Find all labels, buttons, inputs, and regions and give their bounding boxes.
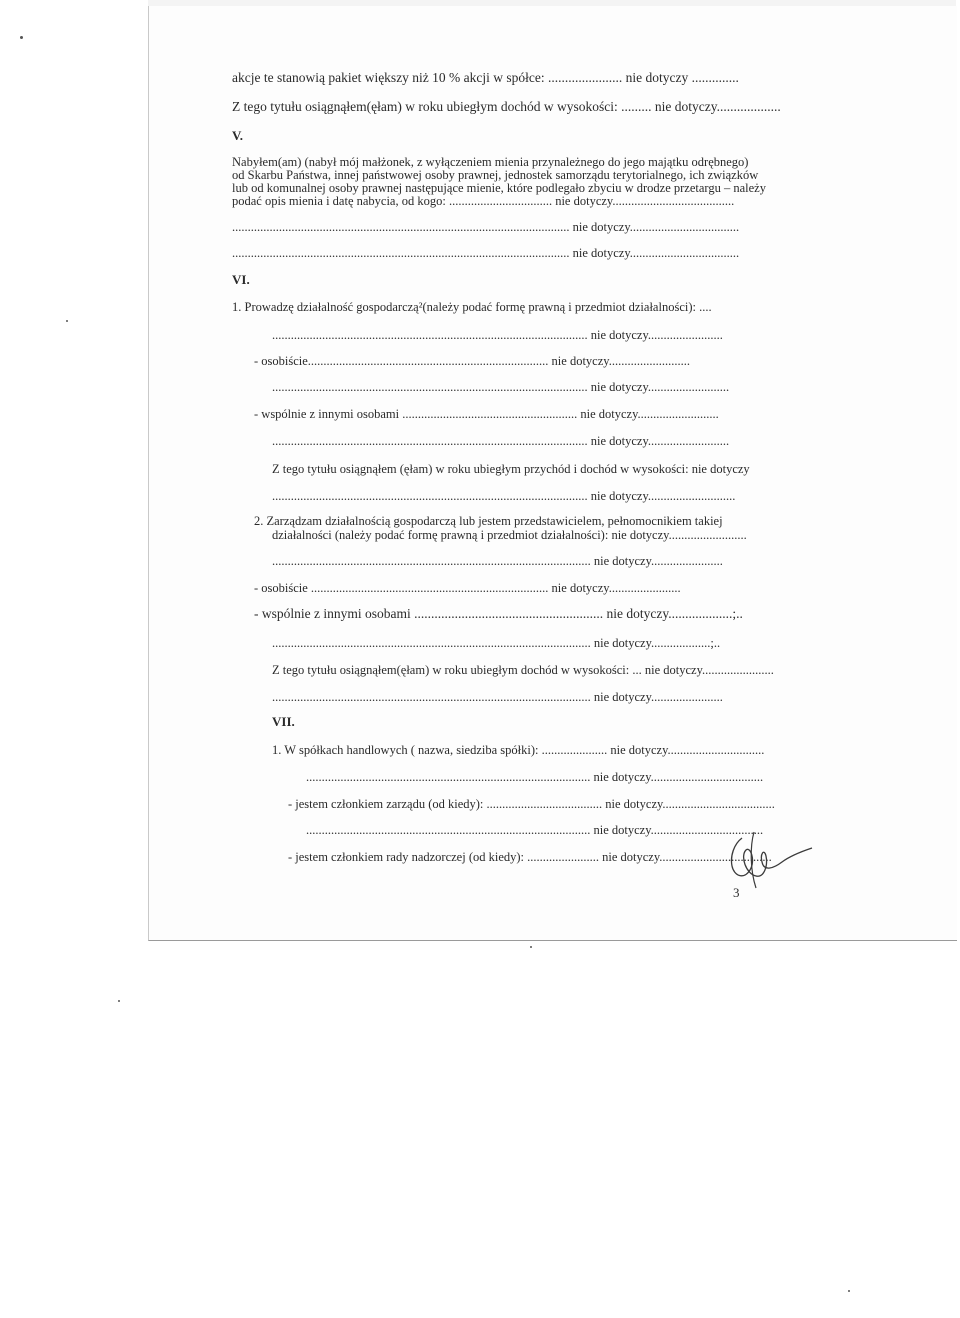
scan-speck xyxy=(20,36,23,39)
personally-detail: ..................................................................................................... nie dotyczy.......................... xyxy=(272,380,730,394)
jointly-line: - wspólnie z innymi osobami ........................................................ nie dotyczy.......................... xyxy=(254,407,719,421)
section-v-line-6: ............................................................................................................ nie dotyczy................................... xyxy=(232,246,740,260)
management-detail: ...................................................................................................... nie dotyczy....................... xyxy=(272,554,723,568)
income-line: Z tego tytułu osiągnąłem(ęłam) w roku ubiegłym dochód w wysokości: ......... nie dotyczy................... xyxy=(232,99,781,114)
section-vii-heading: VII. xyxy=(272,714,295,729)
board-member-detail: ........................................................................................... nie dotyczy.................................... xyxy=(306,823,764,837)
board-member-line: - jestem członkiem zarządu (od kiedy): ..................................... nie dotyczy.................................... xyxy=(288,797,775,811)
personally-line: - osobiście............................................................................. nie dotyczy.......................... xyxy=(254,354,690,368)
management-line-2: działalności (należy podać formę prawną i przedmiot działalności): nie dotyczy......................... xyxy=(272,528,747,542)
section-v-line-5: ............................................................................................................ nie dotyczy................................... xyxy=(232,220,740,234)
management-jointly-line: - wspólnie z innymi osobami ........................................................ nie dotyczy...................;.. xyxy=(254,606,743,621)
scan-speck xyxy=(66,320,68,322)
revenue-income-line: Z tego tytułu osiągnąłem (ęłam) w roku ubiegłym przychód i dochód w wysokości: nie dotyczy xyxy=(272,462,750,476)
management-income-detail: ...................................................................................................... nie dotyczy....................... xyxy=(272,690,723,704)
section-vi-heading: VI. xyxy=(232,272,250,287)
section-v-text-1: Nabyłem(am) (nabył mój małżonek, z wyłączeniem mienia przynależnego do jego majątku odrębnego) xyxy=(232,155,749,169)
section-v-text-2: od Skarbu Państwa, innej państwowej osoby prawnej, jednostek samorządu terytorialnego, ich związków xyxy=(232,168,759,182)
signature-mark xyxy=(716,826,816,894)
management-jointly-detail: ...................................................................................................... nie dotyczy...................;.. xyxy=(272,636,721,650)
companies-line: 1. W spółkach handlowych ( nazwa, siedziba spółki): ..................... nie dotyczy............................... xyxy=(272,743,765,757)
scan-speck xyxy=(118,1000,120,1002)
management-income-line: Z tego tytułu osiągnąłem(ęłam) w roku ubiegłym dochód w wysokości: ... nie dotyczy....................... xyxy=(272,663,774,677)
business-activity-detail: ..................................................................................................... nie dotyczy........................ xyxy=(272,328,723,342)
management-line: 2. Zarządzam działalnością gospodarczą lub jestem przedstawicielem, pełnomocnikiem takiej xyxy=(254,514,723,528)
business-activity-line: 1. Prowadzę działalność gospodarczą²(należy podać formę prawną i przedmiot działalności): .... xyxy=(232,300,712,314)
section-v-text-4: podać opis mienia i datę nabycia, od kogo: ................................. nie dotyczy....................................... xyxy=(232,194,735,208)
section-v-text-3: lub od komunalnej osoby prawnej następujące mienie, które podlegało zbyciu w drodze przetargu – należy xyxy=(232,181,766,195)
scan-speck xyxy=(530,946,532,948)
page-number: 3 xyxy=(733,885,740,900)
companies-detail: ........................................................................................... nie dotyczy.................................... xyxy=(306,770,764,784)
shares-line: akcje te stanowią pakiet większy niż 10 % akcji w spółce: ...................... nie dotyczy .............. xyxy=(232,70,739,85)
revenue-income-detail: ..................................................................................................... nie dotyczy............................ xyxy=(272,489,736,503)
supervisory-board-line: - jestem członkiem rady nadzorczej (od kiedy): ....................... nie dotyczy.................................... xyxy=(288,850,772,864)
section-v-heading: V. xyxy=(232,128,243,143)
jointly-detail: ..................................................................................................... nie dotyczy.......................... xyxy=(272,434,730,448)
scan-speck xyxy=(848,1290,850,1292)
management-personally-line: - osobiście ............................................................................ nie dotyczy....................... xyxy=(254,581,681,595)
